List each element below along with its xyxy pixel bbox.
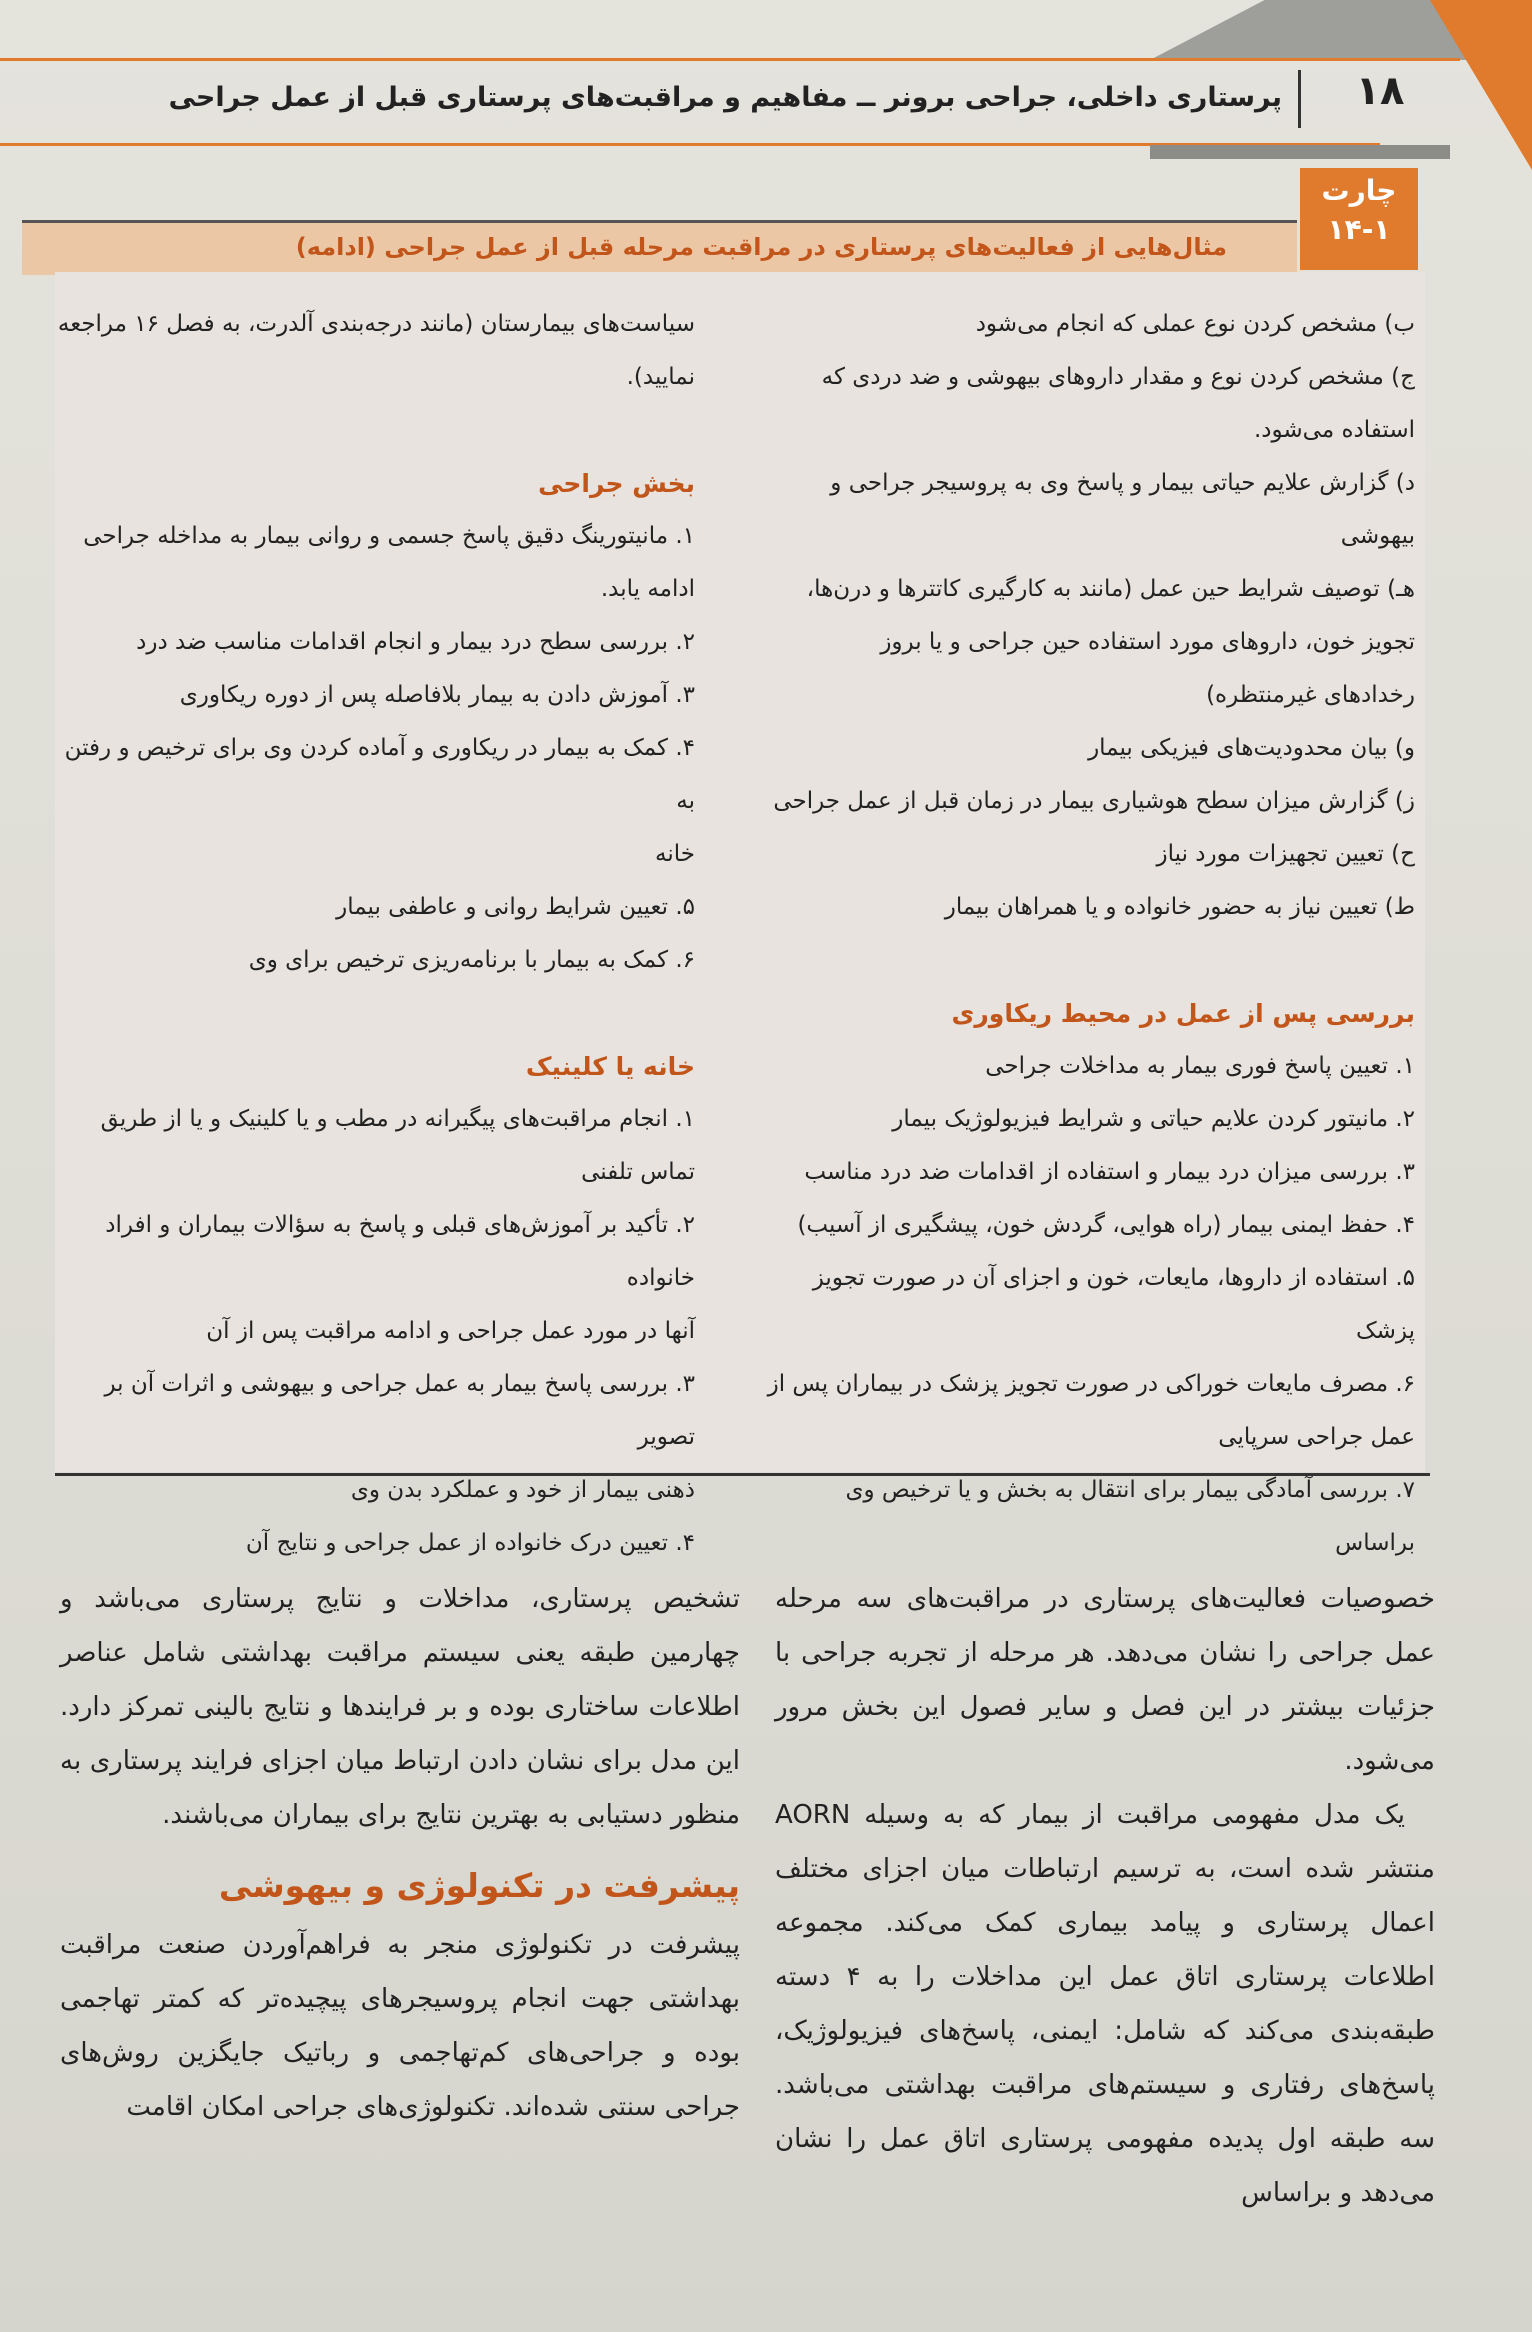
page-number: ۱۸: [1355, 68, 1405, 114]
chart-line: استفاده می‌شود.: [1253, 417, 1415, 443]
chart-line: ب) مشخص کردن نوع عملی که انجام می‌شود: [975, 311, 1415, 337]
chart-line: [55, 404, 695, 457]
chart-line: آنها در مورد عمل جراحی و ادامه مراقبت پس از آن: [206, 1318, 695, 1344]
chart-line: [765, 934, 1415, 987]
chart-title: مثال‌هایی از فعالیت‌های پرستاری در مراقبت مرحله قبل از عمل جراحی (ادامه): [295, 233, 1227, 261]
chart-title-band: [22, 220, 1297, 275]
chart-line: رخدادهای غیرمنتظره): [1206, 682, 1415, 708]
chart-line: ۴. تعیین درک خانواده از عمل جراحی و نتایج آن: [245, 1530, 695, 1556]
chart-tag-number: ۱۴-۱: [1327, 213, 1391, 246]
chart-line: ۶. کمک به بیمار با برنامه‌ریزی ترخیص برای وی: [248, 947, 695, 973]
chart-section-heading: بررسی پس از عمل در محیط ریکاوری: [951, 999, 1415, 1028]
chart-section-heading: بخش جراحی: [538, 469, 695, 498]
body-right-column: [775, 1572, 1435, 2220]
chart-line: ۳. آموزش دادن به بیمار بلافاصله پس از دوره ریکاوری: [179, 682, 695, 708]
chart-line: ۱. مانیتورینگ دقیق پاسخ جسمی و روانی بیمار به مداخله جراحی: [83, 523, 695, 549]
chart-line: سیاست‌های بیمارستان (مانند درجه‌بندی آلدرت، به فصل ۱۶ مراجعه: [57, 311, 695, 337]
chart-line: ۲. تأکید بر آموزش‌های قبلی و پاسخ به سؤالات بیماران و افراد خانواده: [105, 1212, 695, 1291]
chart-line: ۲. مانیتور کردن علایم حیاتی و شرایط فیزیولوژیک بیمار: [892, 1106, 1415, 1132]
chart-line: [55, 987, 695, 1040]
chart-left-column: [55, 298, 695, 1570]
chart-line: تجویز خون، داروهای مورد استفاده حین جراحی و یا بروز: [880, 629, 1415, 655]
chart-line: ۱. تعیین پاسخ فوری بیمار به مداخلات جراحی: [985, 1053, 1415, 1079]
section-heading: پیشرفت در تکنولوژی و بیهوشی: [218, 1866, 740, 1905]
chart-line: ۲. بررسی سطح درد بیمار و انجام اقدامات مناسب ضد درد: [136, 629, 695, 655]
header-gray-strip: [1150, 145, 1450, 159]
chart-line: ذهنی بیمار از خود و عملکرد بدن وی: [350, 1477, 695, 1503]
chart-line: عمل جراحی سرپایی: [1218, 1424, 1415, 1450]
chart-bottom-rule: [55, 1473, 1430, 1476]
chart-line: ۶. مصرف مایعات خوراکی در صورت تجویز پزشک در بیماران پس از: [767, 1371, 1415, 1397]
chart-line: بیهوشی: [1340, 523, 1415, 549]
body-left-column: [60, 1572, 740, 2134]
chart-section-heading: خانه یا کلینیک: [525, 1052, 695, 1081]
body-paragraph: یک مدل مفهومی مراقبت از بیمار که به وسیله AORN منتشر شده است، به ترسیم ارتباطات میان اجزای مختلف اعمال پرستاری و پیامد بیماری کمک می‌کند. مجموعه اطلاعات پرستاری اتاق عمل این مداخلات را به ۴ دسته طبقه‌بندی می‌کند که شامل: ایمنی، پاسخ‌های فیزیولوژیک، پاسخ‌های رفتاری و سیستم‌های مراقبت بهداشتی می‌باشد. سه طبقه اول پدیده مفهومی پرستاری اتاق عمل را نشان می‌دهد و براساس: [775, 1800, 1435, 2208]
header-separator: [1298, 70, 1301, 128]
chart-line: ز) گزارش میزان سطح هوشیاری بیمار در زمان قبل از عمل جراحی: [773, 788, 1415, 814]
chart-line: و) بیان محدودیت‌های فیزیکی بیمار: [1088, 735, 1415, 761]
header-rule-top: [0, 58, 1460, 61]
chart-line: د) گزارش علایم حیاتی بیمار و پاسخ وی به پروسیجر جراحی و: [830, 470, 1415, 496]
chart-tag-label: چارت: [1321, 174, 1397, 207]
chart-line: نمایید).: [626, 364, 695, 390]
chart-line: ۵. استفاده از داروها، مایعات، خون و اجزای آن در صورت تجویز پزشک: [812, 1265, 1415, 1344]
body-paragraph: تشخیص پرستاری، مداخلات و نتایج پرستاری می‌باشد و چهارمین طبقه یعنی سیستم مراقبت بهداشتی شامل عناصر اطلاعات ساختاری بوده و بر فرایندها و نتایج بالینی تمرکز دارد. این مدل برای نشان دادن ارتباط میان اجزای فرایند پرستاری به منظور دستیابی به بهترین نتایج برای بیماران می‌باشند.: [60, 1584, 740, 1830]
chart-line: ۴. حفظ ایمنی بیمار (راه هوایی، گردش خون، پیشگیری از آسیب): [797, 1212, 1415, 1238]
chart-tag: [1300, 168, 1418, 270]
chart-line: ح) تعیین تجهیزات مورد نیاز: [1156, 841, 1415, 867]
chart-line: ۱. انجام مراقبت‌های پیگیرانه در مطب و یا کلینیک و یا از طریق: [100, 1106, 695, 1132]
chart-line: ج) مشخص کردن نوع و مقدار داروهای بیهوشی و ضد دردی که: [821, 364, 1415, 390]
body-paragraph: پیشرفت در تکنولوژی منجر به فراهم‌آوردن صنعت مراقبت بهداشتی جهت انجام پروسیجرهای پیچیده‌تر که کمتر تهاجمی بوده و جراحی‌های کم‌تهاجمی و رباتیک جایگزین روش‌های جراحی سنتی شده‌اند. تکنولوژی‌های جراحی امکان اقامت: [60, 1930, 740, 2122]
chart-line: ۵. تعیین شرایط روانی و عاطفی بیمار: [336, 894, 695, 920]
chart-line: ۳. بررسی میزان درد بیمار و استفاده از اقدامات ضد درد مناسب: [804, 1159, 1415, 1185]
chart-line: ۷. بررسی آمادگی بیمار برای انتقال به بخش و یا ترخیص وی براساس: [845, 1477, 1415, 1556]
chart-line: ادامه یابد.: [600, 576, 695, 602]
running-title: پرستاری داخلی، جراحی برونر ــ مفاهیم و مراقبت‌های پرستاری قبل از عمل جراحی: [168, 82, 1282, 113]
chart-line: هـ) توصیف شرایط حین عمل (مانند به کارگیری کاتترها و درن‌ها،: [806, 576, 1415, 602]
chart-line: ط) تعیین نیاز به حضور خانواده و یا همراهان بیمار: [944, 894, 1415, 920]
body-paragraph: خصوصیات فعالیت‌های پرستاری در مراقبت‌های سه مرحله عمل جراحی را نشان می‌دهد. هر مرحله از تجربه جراحی با جزئیات بیشتر در این فصل و سایر فصول این بخش مرور می‌شود.: [775, 1584, 1435, 1776]
chart-right-column: [765, 298, 1415, 1570]
chart-line: خانه: [655, 841, 695, 867]
chart-line: ۳. بررسی پاسخ بیمار به عمل جراحی و بیهوشی و اثرات آن بر تصویر: [104, 1371, 695, 1450]
chart-line: ۴. کمک به بیمار در ریکاوری و آماده کردن وی برای ترخیص و رفتن به: [64, 735, 695, 814]
chart-line: تماس تلفنی: [581, 1159, 695, 1185]
